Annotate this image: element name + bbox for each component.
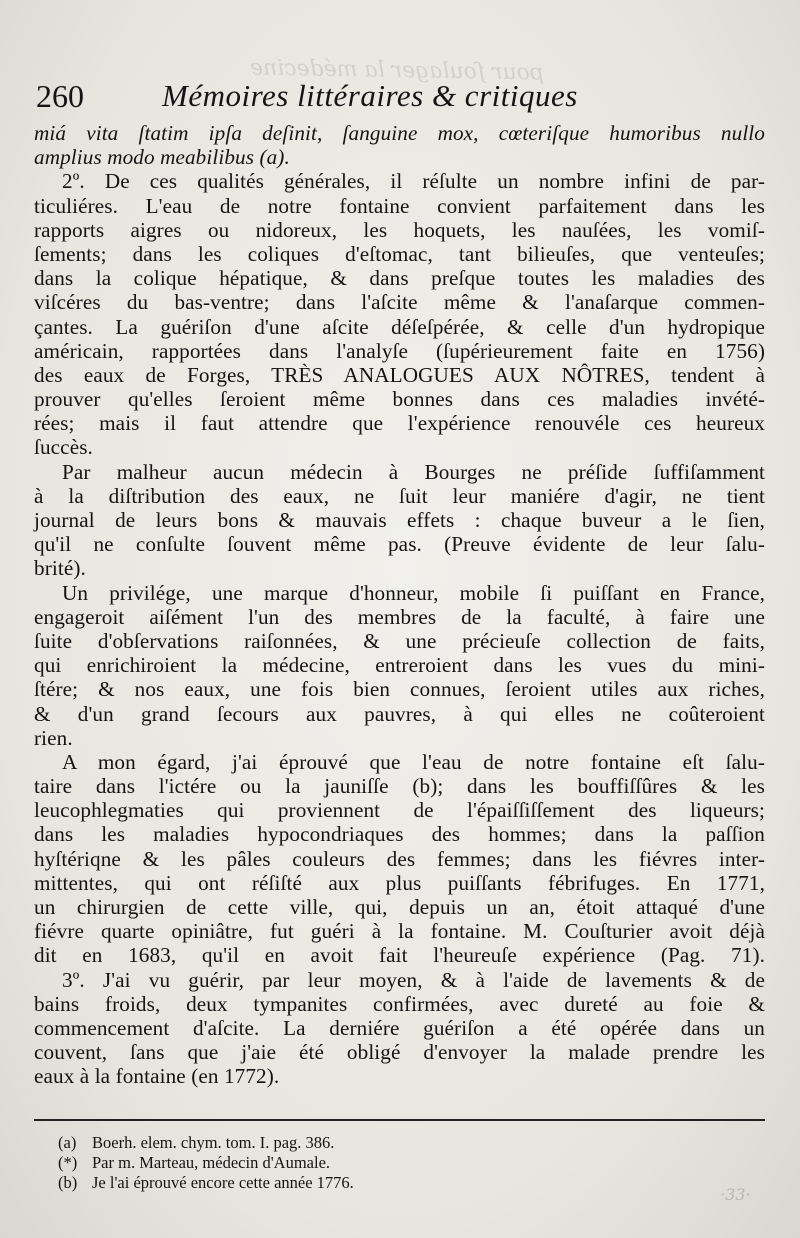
footnote-rule: [34, 1119, 765, 1121]
text-line: A mon égard, j'ai éprouvé que l'eau de notre fontaine eſt ſalu-: [62, 749, 765, 774]
text-line: mittentes, qui ont réſiſté aux plus puiſſants fébrifuges. En 1771,: [34, 870, 765, 895]
text-line: couvent, ſans que j'aie été obligé d'envoyer la malade prendre les: [34, 1040, 765, 1065]
footnote: [58, 1133, 354, 1153]
text-line: prouver qu'elles ſeroient même bonnes dans ces maladies invété-: [34, 387, 765, 412]
text-line: 2º. De ces qualités générales, il réſulte un nombre infini de par-: [62, 169, 765, 194]
text-line: des eaux de Forges, TRÈS ANALOGUES AUX NÔTRES, tendent à: [34, 362, 765, 387]
footnote: [58, 1153, 354, 1173]
text-line: journal de leurs bons & mauvais effets : chaque buveur a le ſien,: [34, 508, 765, 532]
text-line: un chirurgien de cette ville, qui, depuis un an, étoit attaqué d'une: [34, 895, 765, 919]
text-line: taire dans l'ictére ou la jauniſſe (b); dans les bouffiſſûres & les: [34, 774, 765, 799]
text-line: ticuliéres. L'eau de notre fontaine convient parfaitement dans les: [34, 193, 765, 218]
text-line: rées; mais il faut attendre que l'expérience renouvéle ces heureux: [34, 411, 765, 436]
footnote-text: Je l'ai éprouvé encore cette année 1776.: [92, 1173, 354, 1192]
footnote-text: Boerh. elem. chym. tom. I. pag. 386.: [92, 1133, 335, 1152]
text-line: à la diſtribution des eaux, ne ſuit leur maniére d'agir, ne tient: [34, 483, 765, 508]
show-through-mark: ·33·: [720, 1185, 751, 1204]
footnote-text: Par m. Marteau, médecin d'Aumale.: [92, 1153, 331, 1172]
text-line: Un privilége, une marque d'honneur, mobile ſi puiſſant en France,: [62, 580, 765, 605]
text-line: leucophlegmaties qui proviennent de l'épaiſſiſſement des liqueurs;: [34, 798, 765, 823]
text-line: qui enrichiroient la médecine, entreroient dans les vues du mini-: [34, 653, 765, 678]
text-line: amplius modo meabilibus (a).: [34, 145, 290, 170]
text-line: ſements; dans les coliques d'eſtomac, tant bilieuſes, que venteuſes;: [34, 241, 765, 266]
text-line: çantes. La guériſon d'une aſcite déſeſpérée, & celle d'un hydropique: [34, 314, 765, 339]
text-line: fiévre quarte opiniâtre, fut guéri à la fontaine. M. Couſturier avoit déjà: [34, 919, 765, 944]
footnotes: [58, 1133, 354, 1193]
text-line: Par malheur aucun médecin à Bourges ne préſide ſuffiſamment: [62, 459, 765, 484]
text-line: eaux à la fontaine (en 1772).: [34, 1064, 280, 1089]
text-line: dans les maladies hypocondriaques des hommes; dans la paſſion: [34, 822, 765, 847]
footnote-mark: (a): [58, 1133, 77, 1152]
text-line: ſuite d'obſervations raiſonnées, & une précieuſe collection de faits,: [34, 628, 765, 653]
text-line: commencement d'aſcite. La derniére guériſon a été opérée dans un: [34, 1015, 765, 1040]
text-line: & d'un grand ſecours aux pauvres, à qui elles ne coûteroient: [34, 701, 765, 726]
text-line: brité).: [34, 556, 86, 581]
body-text: [34, 121, 765, 1089]
running-title: Mémoires littéraires & critiques: [162, 78, 578, 113]
text-line: 3º. J'ai vu guérir, par leur moyen, & à l'aide de lavements & de: [62, 967, 765, 992]
show-through-text: pour ſoulager la médecine: [249, 55, 545, 86]
text-line: rien.: [34, 725, 73, 750]
footnote-mark: (*): [58, 1153, 78, 1172]
text-line: hyſtériqne & les pâles couleurs des femmes; dans les fiévres inter-: [34, 846, 765, 871]
text-line: ſuccès.: [34, 435, 93, 460]
text-line: ſtére; & nos eaux, une fois bien connues, ſeroient utiles aux riches,: [34, 677, 765, 702]
text-line: viſcéres du bas-ventre; dans l'aſcite même & l'anaſarque commen-: [34, 290, 765, 315]
text-line: dit en 1683, qu'il en avoit fait l'heureuſe expérience (Pag. 71).: [34, 943, 765, 968]
text-line: dans la colique hépatique, & dans preſque toutes les maladies des: [34, 266, 765, 291]
page-header: [36, 78, 766, 118]
text-line: américain, rapportées dans l'analyſe (ſupérieurement faite en 1756): [34, 338, 765, 363]
text-line: engageroit aiſément l'un des membres de la faculté, à faire une: [34, 604, 765, 629]
page-number: 260: [36, 78, 84, 114]
footnote-mark: (b): [58, 1173, 78, 1192]
text-line: qu'il ne conſulte ſouvent même pas. (Preuve évidente de leur ſalu-: [34, 532, 765, 557]
text-line: rapports aigres ou nidoreux, les hoquets, les nauſées, les vomiſ-: [34, 217, 765, 242]
footnote: [58, 1173, 354, 1193]
text-line: bains froids, deux tympanites confirmées, avec dureté au foie &: [34, 991, 765, 1016]
text-line: miá vita ſtatim ipſa deſinit, ſanguine mox, cœteriſque humoribus nullo: [34, 121, 765, 145]
